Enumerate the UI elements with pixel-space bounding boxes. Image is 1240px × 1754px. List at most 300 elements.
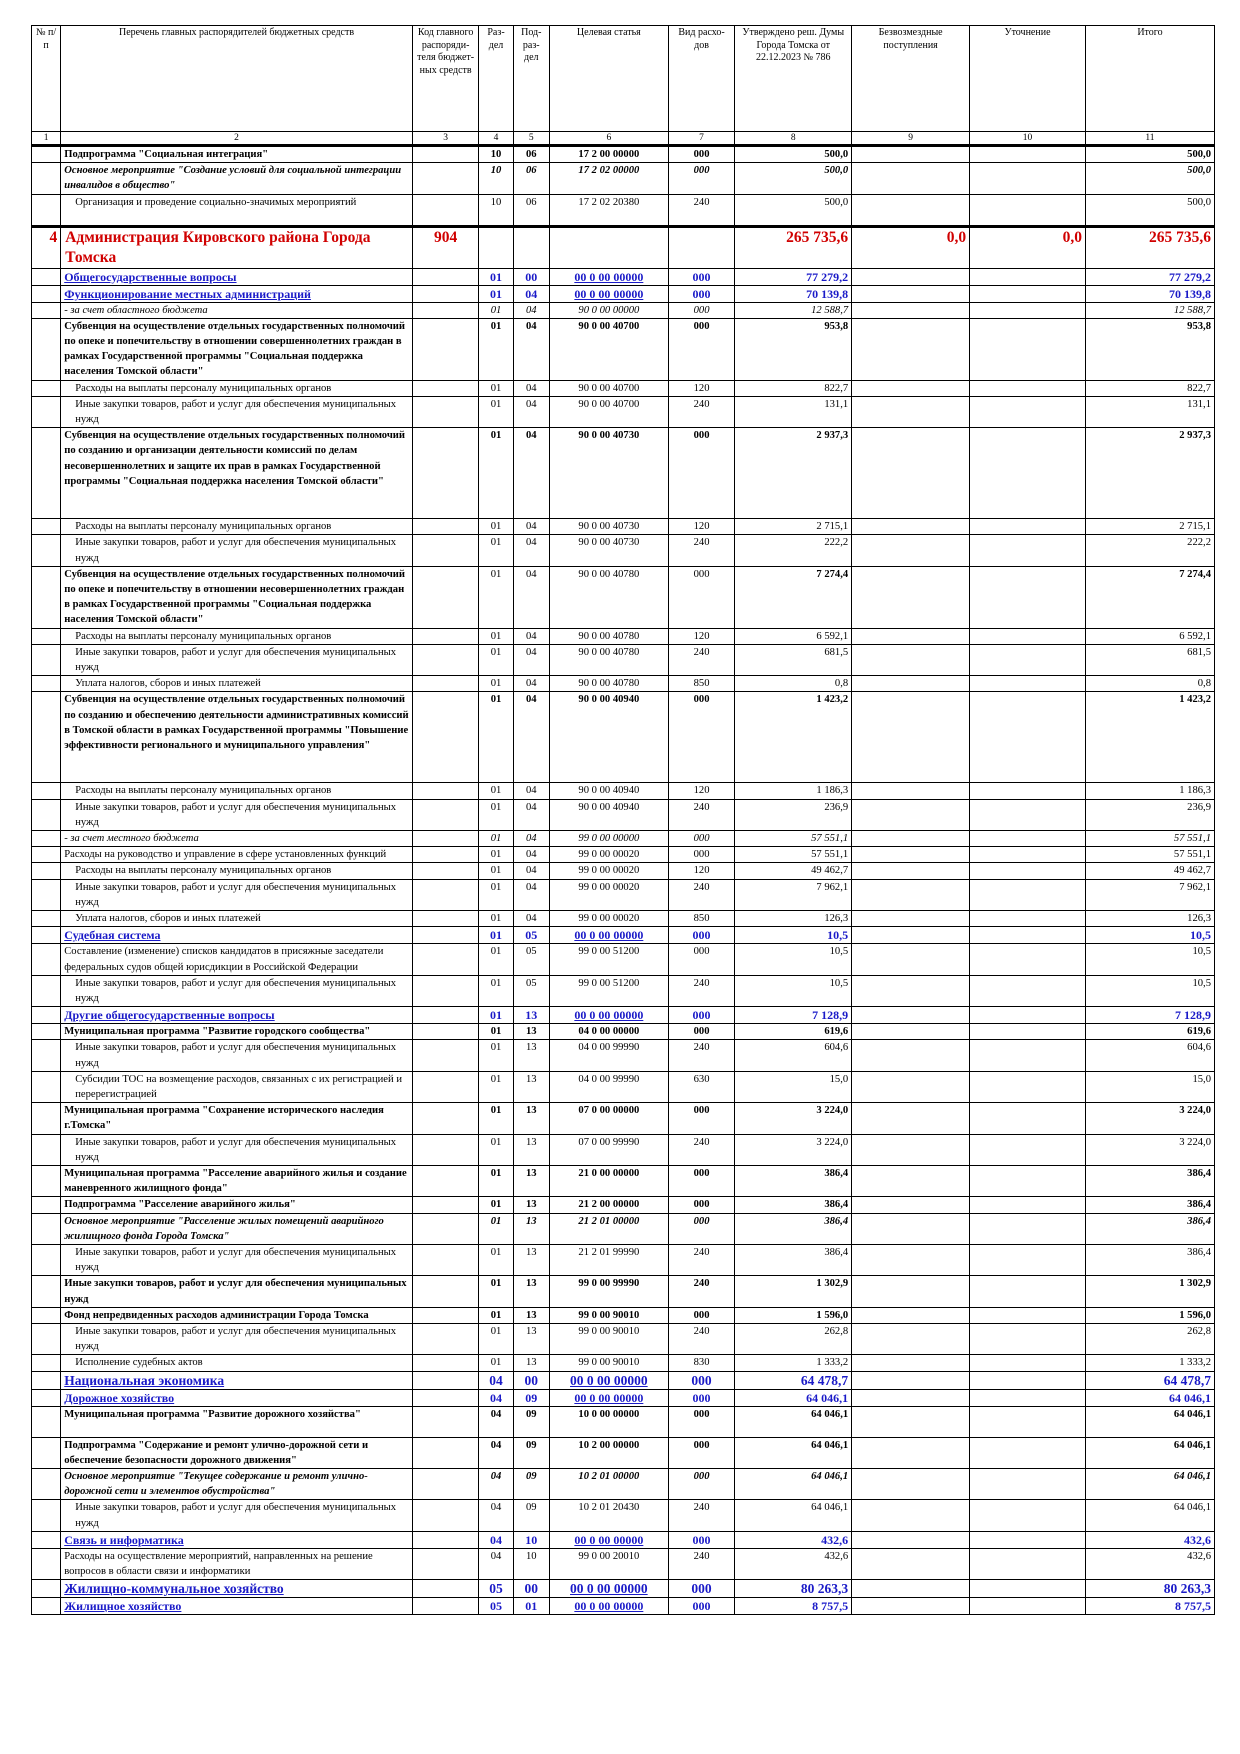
cell-name: Подпрограмма "Социальная интеграция" xyxy=(61,146,413,163)
cell-approved: 386,4 xyxy=(735,1197,852,1213)
col-num: 9 xyxy=(852,132,970,146)
cell-section: 01 xyxy=(479,879,513,910)
cell-subsection: 04 xyxy=(513,879,549,910)
cell-subsection xyxy=(513,226,549,268)
cell-gratuitous xyxy=(852,847,970,863)
cell-target-article: 99 0 00 20010 xyxy=(549,1548,668,1579)
cell-manager-code xyxy=(412,1071,479,1102)
cell-target-article: 90 0 00 40780 xyxy=(549,628,668,644)
cell-gratuitous xyxy=(852,863,970,879)
cell-name: Субвенция на осуществление отдельных государственных полномочий по опеке и попечительству в отношении несовершеннолетних граждан в рамках Государственной программы "Социальная поддержка населения Томской области" xyxy=(61,566,413,628)
cell-expense-type: 240 xyxy=(668,194,735,226)
cell-subsection: 13 xyxy=(513,1134,549,1165)
cell-manager-code xyxy=(412,268,479,285)
cell-target-article: 99 0 00 90010 xyxy=(549,1323,668,1354)
cell-name: Уплата налогов, сборов и иных платежей xyxy=(61,676,413,692)
cell-total: 386,4 xyxy=(1085,1244,1214,1275)
cell-manager-code xyxy=(412,1355,479,1371)
col-num: 10 xyxy=(970,132,1086,146)
col-num: 8 xyxy=(735,132,852,146)
cell-adjustment xyxy=(970,285,1086,302)
cell-name: Иные закупки товаров, работ и услуг для обеспечения муниципальных нужд xyxy=(61,975,413,1006)
cell-name: Организация и проведение социально-значимых мероприятий xyxy=(61,194,413,226)
cell-approved: 1 186,3 xyxy=(735,783,852,799)
cell-number xyxy=(32,1276,61,1307)
cell-number xyxy=(32,1371,61,1389)
cell-manager-code xyxy=(412,1389,479,1406)
cell-total: 7 274,4 xyxy=(1085,566,1214,628)
cell-number xyxy=(32,1103,61,1134)
cell-total: 49 462,7 xyxy=(1085,863,1214,879)
cell-manager-code xyxy=(412,1437,479,1468)
cell-expense-type: 240 xyxy=(668,1040,735,1071)
cell-gratuitous xyxy=(852,566,970,628)
cell-total: 1 423,2 xyxy=(1085,692,1214,783)
cell-subsection: 04 xyxy=(513,519,549,535)
cell-number xyxy=(32,1244,61,1275)
cell-name: Основное мероприятие "Текущее содержание и ремонт улично-дорожной сети и элементов обустройства" xyxy=(61,1468,413,1499)
cell-expense-type: 000 xyxy=(668,944,735,975)
cell-gratuitous xyxy=(852,1024,970,1040)
cell-name: Фонд непредвиденных расходов администрации Города Томска xyxy=(61,1307,413,1323)
cell-expense-type: 000 xyxy=(668,302,735,318)
cell-subsection: 13 xyxy=(513,1071,549,1102)
table-row xyxy=(32,1598,1215,1615)
cell-approved: 10,5 xyxy=(735,944,852,975)
table-row xyxy=(32,1007,1215,1024)
col-num: 3 xyxy=(412,132,479,146)
cell-total: 77 279,2 xyxy=(1085,268,1214,285)
cell-total: 15,0 xyxy=(1085,1071,1214,1102)
cell-gratuitous xyxy=(852,1355,970,1371)
cell-total: 10,5 xyxy=(1085,927,1214,944)
cell-section: 01 xyxy=(479,676,513,692)
table-row xyxy=(32,1276,1215,1307)
cell-section: 01 xyxy=(479,783,513,799)
budget-table-sheet xyxy=(31,25,1215,1615)
cell-expense-type: 000 xyxy=(668,1468,735,1499)
cell-total: 12 588,7 xyxy=(1085,302,1214,318)
cell-section: 01 xyxy=(479,396,513,427)
cell-number xyxy=(32,628,61,644)
col-header-target-article: Целевая статья xyxy=(549,26,668,132)
cell-subsection: 04 xyxy=(513,380,549,396)
cell-total: 64 046,1 xyxy=(1085,1437,1214,1468)
cell-gratuitous xyxy=(852,1244,970,1275)
cell-subsection: 06 xyxy=(513,146,549,163)
cell-target-article: 10 2 00 00000 xyxy=(549,1437,668,1468)
cell-total: 64 046,1 xyxy=(1085,1389,1214,1406)
table-row xyxy=(32,783,1215,799)
cell-section: 04 xyxy=(479,1371,513,1389)
table-row xyxy=(32,1244,1215,1275)
cell-total: 1 186,3 xyxy=(1085,783,1214,799)
cell-adjustment xyxy=(970,1213,1086,1244)
cell-adjustment xyxy=(970,535,1086,566)
cell-adjustment xyxy=(970,879,1086,910)
cell-section: 01 xyxy=(479,566,513,628)
cell-total: 1 596,0 xyxy=(1085,1307,1214,1323)
table-row xyxy=(32,1307,1215,1323)
cell-subsection: 13 xyxy=(513,1007,549,1024)
table-row xyxy=(32,1165,1215,1196)
cell-expense-type: 000 xyxy=(668,1197,735,1213)
cell-expense-type: 000 xyxy=(668,927,735,944)
table-row xyxy=(32,1548,1215,1579)
cell-name: Иные закупки товаров, работ и услуг для обеспечения муниципальных нужд xyxy=(61,1500,413,1531)
cell-total: 500,0 xyxy=(1085,194,1214,226)
cell-number xyxy=(32,1355,61,1371)
col-header-total: Итого xyxy=(1085,26,1214,132)
cell-expense-type: 000 xyxy=(668,1437,735,1468)
cell-adjustment xyxy=(970,1276,1086,1307)
cell-expense-type: 120 xyxy=(668,783,735,799)
cell-section: 04 xyxy=(479,1406,513,1437)
cell-manager-code xyxy=(412,1548,479,1579)
cell-number xyxy=(32,535,61,566)
cell-target-article: 21 0 00 00000 xyxy=(549,1165,668,1196)
cell-target-article: 90 0 00 40780 xyxy=(549,676,668,692)
cell-manager-code xyxy=(412,1323,479,1354)
cell-gratuitous xyxy=(852,831,970,847)
cell-adjustment xyxy=(970,194,1086,226)
cell-target-article: 10 2 01 20430 xyxy=(549,1500,668,1531)
table-row xyxy=(32,1071,1215,1102)
cell-section: 01 xyxy=(479,318,513,380)
cell-number xyxy=(32,944,61,975)
cell-target-article: 00 0 00 00000 xyxy=(549,1598,668,1615)
cell-approved: 262,8 xyxy=(735,1323,852,1354)
cell-gratuitous xyxy=(852,944,970,975)
cell-total: 64 046,1 xyxy=(1085,1468,1214,1499)
cell-manager-code xyxy=(412,692,479,783)
cell-target-article: 90 0 00 40940 xyxy=(549,692,668,783)
cell-total: 7 128,9 xyxy=(1085,1007,1214,1024)
cell-section: 01 xyxy=(479,799,513,830)
cell-gratuitous xyxy=(852,1500,970,1531)
cell-number xyxy=(32,380,61,396)
cell-expense-type: 240 xyxy=(668,1134,735,1165)
cell-gratuitous xyxy=(852,1040,970,1071)
cell-subsection: 13 xyxy=(513,1103,549,1134)
cell-adjustment xyxy=(970,628,1086,644)
cell-number xyxy=(32,396,61,427)
cell-number xyxy=(32,1007,61,1024)
cell-target-article xyxy=(549,226,668,268)
cell-expense-type: 000 xyxy=(668,1024,735,1040)
cell-manager-code xyxy=(412,1276,479,1307)
cell-section: 01 xyxy=(479,831,513,847)
cell-name: Расходы на выплаты персоналу муниципальных органов xyxy=(61,863,413,879)
cell-section: 01 xyxy=(479,692,513,783)
cell-expense-type: 000 xyxy=(668,1406,735,1437)
cell-total: 80 263,3 xyxy=(1085,1580,1214,1598)
cell-manager-code xyxy=(412,1007,479,1024)
cell-target-article: 99 0 00 51200 xyxy=(549,975,668,1006)
cell-subsection: 04 xyxy=(513,285,549,302)
cell-gratuitous xyxy=(852,911,970,927)
cell-section: 01 xyxy=(479,927,513,944)
cell-expense-type: 000 xyxy=(668,285,735,302)
cell-subsection: 10 xyxy=(513,1531,549,1548)
cell-name: Связь и информатика xyxy=(61,1531,413,1548)
cell-name: Расходы на выплаты персоналу муниципальных органов xyxy=(61,380,413,396)
table-row xyxy=(32,644,1215,675)
cell-target-article: 90 0 00 40780 xyxy=(549,566,668,628)
cell-manager-code xyxy=(412,1040,479,1071)
cell-section: 01 xyxy=(479,1007,513,1024)
cell-adjustment xyxy=(970,1389,1086,1406)
cell-gratuitous xyxy=(852,1165,970,1196)
cell-total: 131,1 xyxy=(1085,396,1214,427)
cell-expense-type: 000 xyxy=(668,146,735,163)
cell-subsection: 04 xyxy=(513,628,549,644)
cell-number xyxy=(32,194,61,226)
cell-target-article: 17 2 00 00000 xyxy=(549,146,668,163)
cell-number xyxy=(32,831,61,847)
cell-number xyxy=(32,1598,61,1615)
cell-total: 604,6 xyxy=(1085,1040,1214,1071)
cell-gratuitous xyxy=(852,692,970,783)
cell-adjustment xyxy=(970,380,1086,396)
cell-gratuitous xyxy=(852,644,970,675)
cell-total: 222,2 xyxy=(1085,535,1214,566)
cell-target-article: 99 0 00 90010 xyxy=(549,1355,668,1371)
cell-total: 500,0 xyxy=(1085,146,1214,163)
cell-target-article: 00 0 00 00000 xyxy=(549,1371,668,1389)
cell-approved: 2 937,3 xyxy=(735,428,852,519)
cell-manager-code xyxy=(412,644,479,675)
table-row xyxy=(32,863,1215,879)
cell-number xyxy=(32,863,61,879)
cell-total: 265 735,6 xyxy=(1085,226,1214,268)
cell-manager-code xyxy=(412,535,479,566)
cell-expense-type: 000 xyxy=(668,268,735,285)
cell-gratuitous xyxy=(852,1371,970,1389)
cell-gratuitous xyxy=(852,927,970,944)
cell-target-article: 90 0 00 40940 xyxy=(549,783,668,799)
cell-number xyxy=(32,1548,61,1579)
cell-section: 01 xyxy=(479,302,513,318)
cell-adjustment xyxy=(970,146,1086,163)
cell-manager-code xyxy=(412,847,479,863)
cell-adjustment xyxy=(970,1040,1086,1071)
cell-adjustment xyxy=(970,1406,1086,1437)
cell-section: 01 xyxy=(479,1024,513,1040)
cell-total: 386,4 xyxy=(1085,1165,1214,1196)
cell-manager-code xyxy=(412,1371,479,1389)
cell-approved: 604,6 xyxy=(735,1040,852,1071)
cell-section: 01 xyxy=(479,863,513,879)
cell-adjustment xyxy=(970,1197,1086,1213)
cell-section: 01 xyxy=(479,1197,513,1213)
cell-gratuitous xyxy=(852,1213,970,1244)
cell-expense-type: 240 xyxy=(668,644,735,675)
cell-target-article: 00 0 00 00000 xyxy=(549,927,668,944)
cell-total: 432,6 xyxy=(1085,1548,1214,1579)
cell-manager-code: 904 xyxy=(412,226,479,268)
cell-gratuitous xyxy=(852,1598,970,1615)
cell-approved: 6 592,1 xyxy=(735,628,852,644)
cell-target-article: 04 0 00 99990 xyxy=(549,1071,668,1102)
cell-approved: 1 423,2 xyxy=(735,692,852,783)
cell-approved: 265 735,6 xyxy=(735,226,852,268)
cell-approved: 64 046,1 xyxy=(735,1406,852,1437)
cell-name: Иные закупки товаров, работ и услуг для обеспечения муниципальных нужд xyxy=(61,1244,413,1275)
table-row xyxy=(32,1134,1215,1165)
cell-adjustment xyxy=(970,847,1086,863)
cell-adjustment xyxy=(970,1103,1086,1134)
cell-approved: 500,0 xyxy=(735,163,852,194)
cell-manager-code xyxy=(412,194,479,226)
cell-total: 10,5 xyxy=(1085,975,1214,1006)
cell-target-article: 99 0 00 00020 xyxy=(549,863,668,879)
cell-subsection: 13 xyxy=(513,1323,549,1354)
cell-manager-code xyxy=(412,428,479,519)
cell-adjustment xyxy=(970,783,1086,799)
col-header-subsection: Под-раз-дел xyxy=(513,26,549,132)
cell-gratuitous xyxy=(852,1103,970,1134)
cell-adjustment xyxy=(970,911,1086,927)
table-row xyxy=(32,1103,1215,1134)
cell-gratuitous xyxy=(852,519,970,535)
cell-number xyxy=(32,163,61,194)
cell-target-article: 99 0 00 51200 xyxy=(549,944,668,975)
cell-subsection: 04 xyxy=(513,535,549,566)
cell-target-article: 21 2 01 99990 xyxy=(549,1244,668,1275)
cell-number xyxy=(32,1307,61,1323)
cell-approved: 953,8 xyxy=(735,318,852,380)
table-row xyxy=(32,519,1215,535)
cell-approved: 3 224,0 xyxy=(735,1103,852,1134)
table-row xyxy=(32,1500,1215,1531)
column-number-row xyxy=(32,132,1215,146)
cell-gratuitous xyxy=(852,1134,970,1165)
cell-manager-code xyxy=(412,1468,479,1499)
cell-approved: 1 302,9 xyxy=(735,1276,852,1307)
cell-subsection: 13 xyxy=(513,1040,549,1071)
cell-subsection: 01 xyxy=(513,1598,549,1615)
cell-expense-type: 000 xyxy=(668,318,735,380)
cell-number xyxy=(32,146,61,163)
cell-gratuitous xyxy=(852,628,970,644)
cell-name: Расходы на осуществление мероприятий, направленных на решение вопросов в области связи и информатики xyxy=(61,1548,413,1579)
cell-section: 01 xyxy=(479,944,513,975)
cell-total: 386,4 xyxy=(1085,1213,1214,1244)
cell-expense-type: 000 xyxy=(668,163,735,194)
cell-approved: 1 596,0 xyxy=(735,1307,852,1323)
cell-name: Иные закупки товаров, работ и услуг для обеспечения муниципальных нужд xyxy=(61,1134,413,1165)
cell-subsection: 04 xyxy=(513,302,549,318)
cell-adjustment xyxy=(970,1531,1086,1548)
cell-number xyxy=(32,1437,61,1468)
cell-target-article: 90 0 00 40700 xyxy=(549,318,668,380)
cell-manager-code xyxy=(412,1598,479,1615)
table-row xyxy=(32,380,1215,396)
cell-adjustment xyxy=(970,1500,1086,1531)
cell-total: 70 139,8 xyxy=(1085,285,1214,302)
cell-name: Субвенция на осуществление отдельных государственных полномочий по созданию и обеспечению деятельности административных комиссий в Томской области в рамках Государственной программы "Повышение эффективности регионального и муниципального управления" xyxy=(61,692,413,783)
cell-section: 01 xyxy=(479,380,513,396)
cell-subsection: 04 xyxy=(513,863,549,879)
cell-section: 10 xyxy=(479,194,513,226)
cell-subsection: 09 xyxy=(513,1468,549,1499)
cell-total: 64 046,1 xyxy=(1085,1406,1214,1437)
cell-name: Функционирование местных администраций xyxy=(61,285,413,302)
cell-section: 01 xyxy=(479,535,513,566)
cell-manager-code xyxy=(412,1165,479,1196)
cell-total: 64 046,1 xyxy=(1085,1500,1214,1531)
cell-total: 953,8 xyxy=(1085,318,1214,380)
cell-gratuitous xyxy=(852,380,970,396)
cell-section: 01 xyxy=(479,519,513,535)
cell-expense-type: 000 xyxy=(668,1165,735,1196)
cell-gratuitous xyxy=(852,1389,970,1406)
cell-adjustment xyxy=(970,1437,1086,1468)
cell-target-article: 90 0 00 40730 xyxy=(549,519,668,535)
cell-manager-code xyxy=(412,975,479,1006)
col-header-name: Перечень главных распорядителей бюджетных средств xyxy=(61,26,413,132)
cell-approved: 500,0 xyxy=(735,194,852,226)
cell-manager-code xyxy=(412,783,479,799)
cell-expense-type: 120 xyxy=(668,380,735,396)
cell-total: 386,4 xyxy=(1085,1197,1214,1213)
cell-gratuitous: 0,0 xyxy=(852,226,970,268)
cell-total: 57 551,1 xyxy=(1085,831,1214,847)
cell-approved: 1 333,2 xyxy=(735,1355,852,1371)
cell-number xyxy=(32,1024,61,1040)
table-row xyxy=(32,1040,1215,1071)
cell-expense-type: 120 xyxy=(668,628,735,644)
cell-adjustment xyxy=(970,428,1086,519)
cell-approved: 57 551,1 xyxy=(735,831,852,847)
cell-total: 236,9 xyxy=(1085,799,1214,830)
cell-name: Другие общегосударственные вопросы xyxy=(61,1007,413,1024)
cell-approved: 619,6 xyxy=(735,1024,852,1040)
cell-approved: 386,4 xyxy=(735,1244,852,1275)
cell-subsection: 04 xyxy=(513,847,549,863)
cell-expense-type: 830 xyxy=(668,1355,735,1371)
cell-target-article: 00 0 00 00000 xyxy=(549,1389,668,1406)
cell-expense-type: 240 xyxy=(668,1323,735,1354)
cell-adjustment xyxy=(970,1468,1086,1499)
cell-subsection: 05 xyxy=(513,927,549,944)
cell-adjustment xyxy=(970,1165,1086,1196)
cell-section: 04 xyxy=(479,1389,513,1406)
cell-total: 10,5 xyxy=(1085,944,1214,975)
cell-subsection: 13 xyxy=(513,1165,549,1196)
cell-name: Субвенция на осуществление отдельных государственных полномочий по опеке и попечительству в отношении совершеннолетних граждан в рамках Государственной программы "Социальная поддержка населения Томской области" xyxy=(61,318,413,380)
cell-adjustment xyxy=(970,318,1086,380)
cell-target-article: 99 0 00 00000 xyxy=(549,831,668,847)
cell-subsection: 04 xyxy=(513,783,549,799)
cell-manager-code xyxy=(412,944,479,975)
cell-manager-code xyxy=(412,863,479,879)
cell-target-article: 04 0 00 00000 xyxy=(549,1024,668,1040)
cell-manager-code xyxy=(412,1244,479,1275)
col-header-adjustment: Уточнение xyxy=(970,26,1086,132)
cell-section: 01 xyxy=(479,847,513,863)
cell-total: 126,3 xyxy=(1085,911,1214,927)
cell-name: Муниципальная программа "Развитие городского сообщества" xyxy=(61,1024,413,1040)
cell-expense-type: 850 xyxy=(668,676,735,692)
cell-expense-type: 000 xyxy=(668,428,735,519)
cell-target-article: 90 0 00 40700 xyxy=(549,380,668,396)
cell-gratuitous xyxy=(852,783,970,799)
cell-approved: 64 478,7 xyxy=(735,1371,852,1389)
cell-approved: 10,5 xyxy=(735,975,852,1006)
cell-subsection: 04 xyxy=(513,676,549,692)
